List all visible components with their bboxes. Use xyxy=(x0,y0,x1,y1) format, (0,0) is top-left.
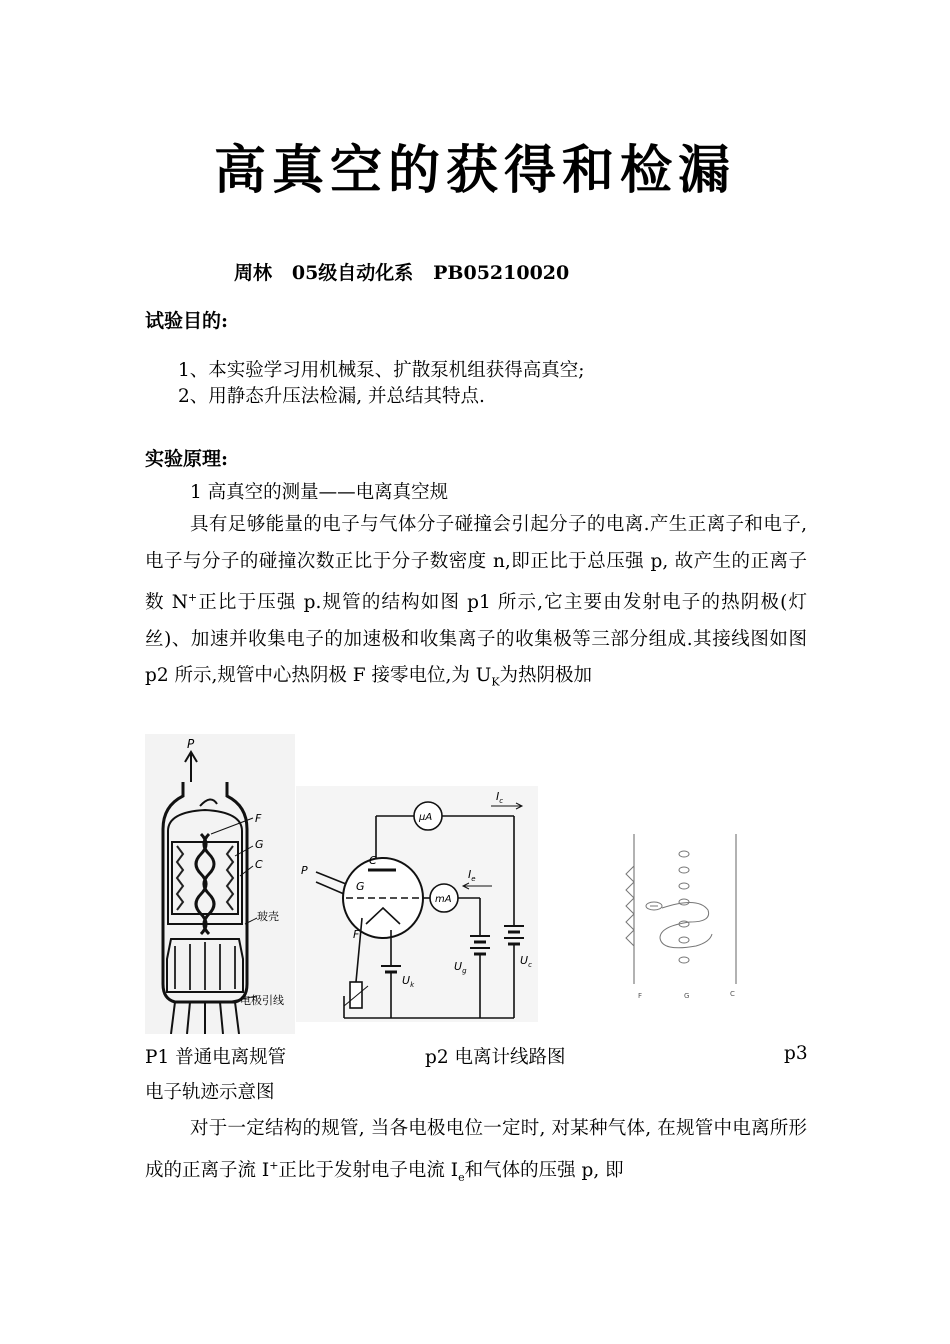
p2-label-c: C xyxy=(369,854,377,867)
purpose-item-2: 2、用静态升压法检漏, 并总结其特点. xyxy=(178,386,485,407)
p2-label-microammeter: μA xyxy=(419,812,433,823)
figure-p2-circuit xyxy=(296,786,538,1022)
p2-label-ic: $I_c$ xyxy=(496,790,504,805)
p3-label-f: F xyxy=(638,992,643,1000)
p2-label-g: G xyxy=(356,880,365,893)
caption-p1: P1 普通电离规管 xyxy=(145,1047,287,1068)
document-title: 高真空的获得和检漏 xyxy=(213,140,736,201)
caption-p2: p2 电离计线路图 xyxy=(425,1047,566,1068)
p2-label-f: F xyxy=(353,928,360,941)
principle-heading: 实验原理: xyxy=(145,448,229,470)
p1-label-c: C xyxy=(255,858,263,871)
p1-label-leads: 电极引线 xyxy=(240,994,284,1007)
second-paragraph xyxy=(145,1111,807,1196)
p1-label-shell: 玻壳 xyxy=(257,910,279,923)
purpose-item-1: 1、本实验学习用机械泵、扩散泵机组获得高真空; xyxy=(178,360,585,381)
p1-label-f: F xyxy=(255,812,262,825)
p1-label-p: P xyxy=(187,737,195,751)
para1-text-2: 正比于压强 p.规管的结构如图 p1 所示,它主要由发射电子的热阴极(灯丝)、加速并收集电子的加速极和收集离子的收集极等三部分组成.其接线图如图 p2 所示,规管中心热阴极 F 接零电位,为 U xyxy=(145,592,807,687)
p2-label-uc: $U_c$ xyxy=(520,954,532,969)
caption-p3-text: 电子轨迹示意图 xyxy=(145,1082,275,1103)
para1-subscript: K xyxy=(491,675,500,689)
para2-superscript: + xyxy=(269,1158,279,1172)
p2-label-uk: $U_k$ xyxy=(402,974,415,989)
para1-text-1: 具有足够能量的电子与气体分子碰撞会引起分子的电离.产生正离子和电子, 电子与分子的碰撞次数正比于分子数密度 n,即正比于总压强 p, 故产生的正离子数 N xyxy=(145,514,807,614)
p2-label-ie: $I_e$ xyxy=(468,868,476,883)
purpose-heading: 试验目的: xyxy=(145,310,229,332)
p3-label-g: G xyxy=(684,992,690,1000)
p1-label-g: G xyxy=(255,838,264,851)
figure-p1-gauge-tube xyxy=(145,734,295,1034)
author-line: 周林 05级自动化系 PB05210020 xyxy=(234,262,570,284)
p2-label-ug: $U_g$ xyxy=(454,960,467,975)
para1-text-3: 为热阴极加 xyxy=(499,665,593,687)
principle-paragraph xyxy=(145,507,807,701)
figure-p3-trajectory xyxy=(620,826,750,1004)
caption-p3-label: p3 xyxy=(784,1043,808,1064)
principle-subheading: 1 高真空的测量——电离真空规 xyxy=(190,482,449,503)
para1-superscript: + xyxy=(187,591,198,604)
para2-text-1: 对于一定结构的规管, 当各电极电位一定时, 对某种气体, 在规管中电离所形成的正离子流 I xyxy=(145,1118,807,1181)
p2-label-p: P xyxy=(301,864,308,877)
p3-label-c: C xyxy=(730,990,735,998)
p2-label-milliammeter: mA xyxy=(435,894,452,905)
para2-text-2: 正比于发射电子电流 I xyxy=(278,1159,459,1181)
para2-text-3: 和气体的压强 p, 即 xyxy=(464,1159,624,1181)
para2-subscript: e xyxy=(458,1170,465,1184)
